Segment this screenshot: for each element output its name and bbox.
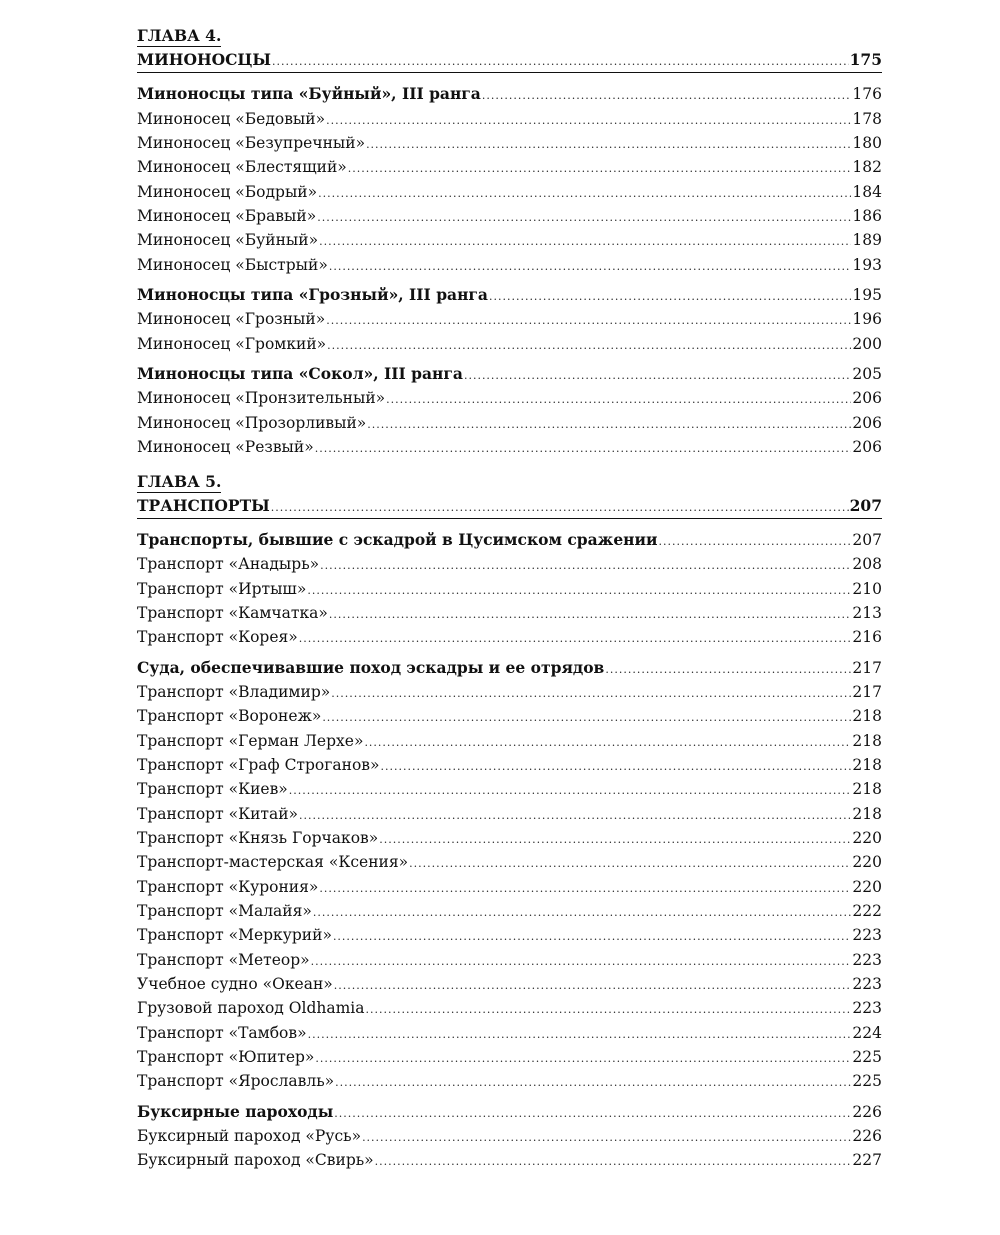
page-number: 206 [852,389,882,408]
entry-title: Миноносец «Бодрый» [137,182,318,201]
entry-title: Буксирный пароход «Русь» [137,1127,362,1146]
leader-dots [272,48,849,74]
entry-title: Транспорт-мастерская «Ксения» [137,853,409,872]
leader-dots [299,802,851,828]
toc-entry[interactable] [137,777,882,801]
page-number: 206 [852,413,882,432]
toc-entry[interactable] [137,601,882,625]
chapter-label-text: ГЛАВА 5. [137,471,222,491]
entry-title: Миноносец «Бедовый» [137,109,326,128]
leader-dots [326,307,851,333]
toc-section [137,82,882,277]
section-heading: Миноносцы типа «Буйный», III ранга [137,84,481,104]
page-number: 226 [852,1102,882,1121]
page-number: 227 [852,1151,882,1170]
leader-dots [482,82,852,108]
page-number: 218 [852,731,882,750]
page-number: 223 [852,926,882,945]
page-number: 180 [852,134,882,153]
toc-entry[interactable] [137,307,882,331]
entry-title: Транспорт «Герман Лерхе» [137,731,364,750]
entry-title: Транспорт «Малайя» [137,902,312,920]
page-number: 223 [852,999,882,1018]
entry-title: Транспорт «Владимир» [137,682,331,701]
chapter-title-row[interactable] [137,48,882,73]
chapter-block [137,24,882,460]
entry-title: Миноносец «Бравый» [137,207,317,226]
entry-title: Транспорт «Граф Строганов» [137,755,380,774]
leader-dots [334,972,852,998]
chapter-page-number: 207 [849,495,882,515]
leader-dots [381,753,852,779]
entry-title: Учебное судно «Океан» [137,975,333,994]
section-heading: Транспорты, бывшие с эскадрой в Цусимском сражении [137,529,658,549]
page-number: 210 [852,579,882,598]
page-number: 184 [852,182,882,201]
toc-section [137,283,882,356]
leader-dots [333,923,851,949]
leader-dots [367,411,851,437]
leader-dots [329,253,852,279]
table-of-contents [137,24,882,1173]
leader-dots [271,494,849,520]
leader-dots [313,899,852,925]
chapter-label-text: ГЛАВА 4. [137,26,222,45]
toc-entry[interactable] [137,552,882,576]
entry-title: Миноносец «Быстрый» [137,255,328,274]
page-number: 206 [852,438,882,457]
toc-section [137,528,882,650]
toc-entry[interactable] [137,850,882,874]
toc-entry[interactable] [137,923,882,947]
entry-title: Транспорт «Китай» [137,804,299,823]
toc-entry[interactable] [137,332,882,356]
leader-dots [317,204,851,230]
toc-entry[interactable] [137,411,882,435]
leader-dots [320,552,851,578]
leader-dots [464,362,851,388]
section-heading-row[interactable] [137,528,882,552]
chapter-page-number: 175 [849,50,882,69]
entry-title: Транспорт «Киев» [137,780,288,799]
leader-dots [366,131,851,157]
toc-section [137,656,882,1094]
page-number: 220 [852,877,882,896]
leader-dots [334,1100,851,1126]
entry-title: Транспорт «Тамбов» [137,1023,307,1042]
toc-entry[interactable] [137,155,882,179]
toc-entry[interactable] [137,899,882,923]
leader-dots [307,577,851,603]
toc-section [137,362,882,459]
leader-dots [364,729,851,755]
leader-dots [365,996,851,1022]
page-number: 208 [852,555,882,574]
section-heading-row[interactable] [137,1100,882,1124]
leader-dots [335,1069,851,1095]
section-heading-row[interactable] [137,656,882,680]
chapter-label [137,24,882,48]
leader-dots [375,1148,852,1174]
entry-title: Миноносец «Грозный» [137,310,326,329]
toc-entry[interactable] [137,228,882,252]
toc-entry[interactable] [137,253,882,277]
page-number: 218 [852,804,882,823]
page-number: 178 [852,109,882,128]
page-number: 196 [852,310,882,329]
toc-entry[interactable] [137,1069,882,1093]
leader-dots [409,850,851,876]
entry-title: Миноносец «Буйный» [137,231,319,250]
entry-title: Транспорт «Ярославль» [137,1072,335,1091]
page-number: 220 [852,853,882,872]
entry-title: Миноносец «Блестящий» [137,158,347,177]
chapter-label [137,470,882,494]
toc-entry[interactable] [137,826,882,850]
leader-dots [322,704,851,730]
page-number: 222 [852,902,882,920]
entry-title: Миноносец «Пронзительный» [137,389,386,408]
leader-dots [308,1021,852,1047]
toc-entry[interactable] [137,107,882,131]
leader-dots [299,625,852,651]
toc-entry[interactable] [137,802,882,826]
entry-title: Буксирный пароход «Свирь» [137,1151,374,1170]
toc-entry[interactable] [137,1021,882,1045]
page-number: 223 [852,950,882,969]
entry-title: Миноносец «Безупречный» [137,134,366,153]
leader-dots [315,435,852,461]
entry-title: Грузовой пароход Oldhamia [137,999,365,1018]
leader-dots [331,680,851,706]
entry-title: Транспорт «Меркурий» [137,926,332,945]
page-number: 193 [852,255,882,274]
entry-title: Транспорт «Камчатка» [137,603,328,622]
leader-dots [315,1045,851,1071]
section-heading: Суда, обеспечивавшие поход эскадры и ее отрядов [137,657,605,677]
page-number: 213 [852,603,882,622]
leader-dots [327,332,851,358]
leader-dots [319,228,851,254]
page-number: 200 [852,334,882,353]
chapter-block [137,470,882,1173]
leader-dots [329,601,852,627]
chapter-title-row[interactable] [137,494,882,519]
page-number: 189 [852,231,882,250]
leader-dots [348,155,852,181]
page-number: 205 [852,365,882,384]
entry-title: Транспорт «Курония» [137,877,319,896]
page-number: 218 [852,755,882,774]
chapter-title: МИНОНОСЦЫ [137,50,272,69]
toc-entry[interactable] [137,704,882,728]
page-number: 217 [852,658,882,677]
entry-title: Транспорт «Анадырь» [137,555,320,574]
page-number: 176 [852,85,882,104]
toc-entry[interactable] [137,729,882,753]
entry-title: Миноносец «Громкий» [137,334,327,353]
toc-entry[interactable] [137,1148,882,1172]
toc-entry[interactable] [137,131,882,155]
leader-dots [489,283,851,309]
page-number: 226 [852,1127,882,1146]
entry-title: Транспорт «Метеор» [137,950,310,969]
toc-entry[interactable] [137,875,882,899]
toc-section [137,1100,882,1173]
toc-entry[interactable] [137,435,882,459]
leader-dots [659,528,852,554]
section-heading: Буксирные пароходы [137,1101,334,1121]
leader-dots [289,777,852,803]
leader-dots [318,180,851,206]
section-heading: Миноносцы типа «Грозный», III ранга [137,285,488,305]
page-number: 186 [852,207,882,226]
section-heading-row[interactable] [137,82,882,106]
page-number: 218 [852,707,882,726]
page-number: 218 [852,780,882,799]
toc-entry[interactable] [137,180,882,204]
page-number: 225 [852,1072,882,1091]
toc-entry[interactable] [137,996,882,1020]
leader-dots [326,107,851,133]
toc-entry[interactable] [137,1124,882,1148]
toc-entry[interactable] [137,753,882,777]
leader-dots [379,826,851,852]
section-heading-row[interactable] [137,362,882,386]
leader-dots [605,656,851,682]
entry-title: Миноносец «Резвый» [137,438,314,457]
leader-dots [319,875,851,901]
page-number: 225 [852,1048,882,1067]
toc-entry[interactable] [137,948,882,972]
page-number: 220 [852,828,882,847]
entry-title: Транспорт «Иртыш» [137,579,307,598]
toc-entry[interactable] [137,625,882,649]
page-number: 216 [852,628,882,647]
toc-entry[interactable] [137,680,882,704]
toc-entry[interactable] [137,204,882,228]
page-number: 217 [852,682,882,701]
toc-entry[interactable] [137,386,882,410]
entry-title: Транспорт «Юпитер» [137,1048,315,1067]
section-heading: Миноносцы типа «Сокол», III ранга [137,364,463,384]
page-number: 207 [852,530,882,549]
leader-dots [362,1124,851,1150]
page-number: 195 [852,286,882,305]
entry-title: Транспорт «Воронеж» [137,707,322,726]
section-heading-row[interactable] [137,283,882,307]
toc-entry[interactable] [137,577,882,601]
page-number: 223 [852,975,882,994]
entry-title: Транспорт «Князь Горчаков» [137,828,379,847]
entry-title: Транспорт «Корея» [137,628,298,647]
leader-dots [386,386,851,412]
entry-title: Миноносец «Прозорливый» [137,413,367,432]
page-number: 182 [852,158,882,177]
page-number: 224 [852,1023,882,1042]
chapter-title: ТРАНСПОРТЫ [137,495,270,515]
toc-entry[interactable] [137,1045,882,1069]
leader-dots [311,948,852,974]
toc-entry[interactable] [137,972,882,996]
